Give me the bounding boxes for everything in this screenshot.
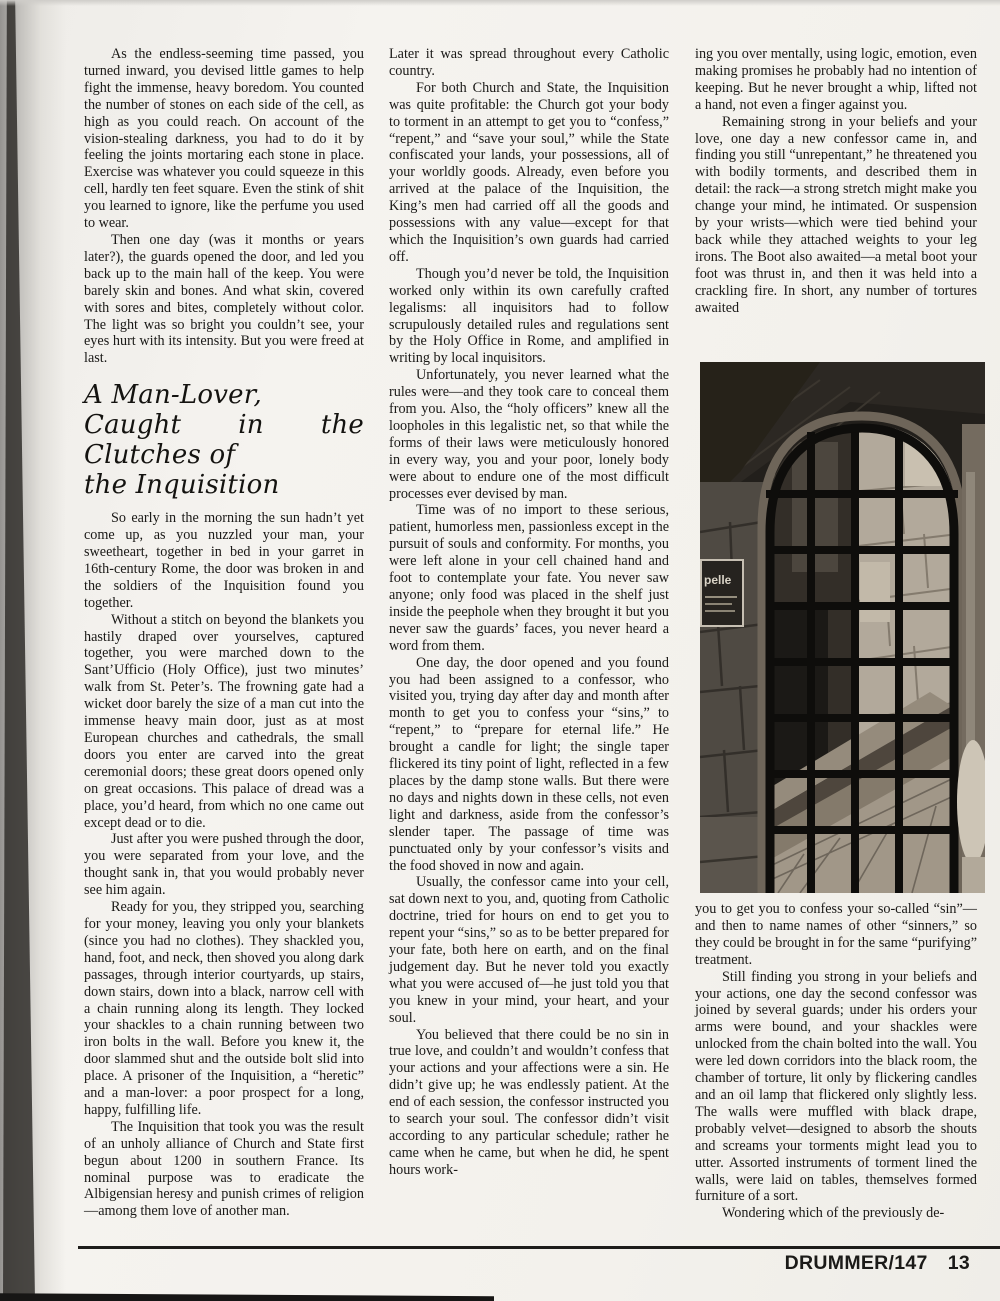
column-2 xyxy=(389,46,669,1179)
column-3-upper xyxy=(695,46,977,317)
paragraph: Later it was spread throughout every Catholic country. xyxy=(389,46,669,79)
plaque xyxy=(701,560,743,626)
dungeon-gate-photo xyxy=(700,362,985,893)
paragraph: Still finding you strong in your beliefs and your actions, one day the second confessor was joined by several guards; under his orders your arms were bound, and your shackles were unlocked from the chain bolted into the wall. You were led down corridors into the black room, the chamber of torture, lit only by flickering candles and an oil lamp that flickered only slightly less. The walls were muffled with black drape, probably velvet—designed to absorb the shouts and screams your torments might lead you to utter. Assorted instruments of torment lined the walls, were laid on tables, themselves formed furniture of a sort. xyxy=(695,968,977,1205)
paragraph: For both Church and State, the Inquisition was quite profitable: the Church got your body to torment in an attempt to get you to “confess,” “repent,” and “save your soul,” while the State confiscated your lands, your possessions, all of your worldly goods. Already, even before you arrived at the palace of the Inquisition, the King’s men had carried off all the goods and possessions with any value—except for that which the Inquisition’s own guards had carried off. xyxy=(389,79,669,265)
column-1 xyxy=(84,46,364,1220)
paragraph: Usually, the confessor came into your cell, sat down next to you, and, quoting from Catholic doctrine, tried for hours on end to get you to repent your “sins,” so as to be better prepared for your fate, both here on earth, and on the final judgement day. But he never told you exactly what you were accused of—he just told you that you knew in your mind, your heart, and your soul. xyxy=(389,874,669,1026)
paragraph: So early in the morning the sun hadn’t yet come up, as you nuzzled your man, your sweetheart, together in bed in your garret in 16th-century Rome, the door was broken in and the soldiers of the Inquisition found you together. xyxy=(84,510,364,611)
plaque-text: pelle xyxy=(704,573,732,587)
paragraph: The Inquisition that took you was the result of an unholy alliance of Church and State first begun about 1200 in southern France. Its nominal purpose was to eradicate the Albigensian heresy and punish crimes of religion—among them love of another man. xyxy=(84,1118,364,1220)
page-number: 13 xyxy=(947,1252,970,1274)
footer-rule xyxy=(78,1246,1000,1249)
paragraph: Unfortunately, you never learned what the rules were—and they took care to conceal them from you. Also, the “holy officers” knew all the loopholes in this legalistic net, so that while the forms of their laws were meticulously honored in every way, you and your poor, lonely body were about to endure one of the most difficult processes ever devised by man. xyxy=(389,367,669,502)
column-3-lower xyxy=(695,901,977,1222)
paragraph: Then one day (was it months or years later?), the guards opened the door, and led you back up to the main hall of the keep. You were barely skin and bones. And what skin, covered with sores and bites, completely without color. The light was so bright you couldn’t see, your eyes hurt with its intensity. But you were freed at last. xyxy=(84,231,364,367)
paragraph: Wondering which of the previously de- xyxy=(722,1205,945,1222)
paragraph: Though you’d never be told, the Inquisition worked only within its own carefully crafted legalisms: all inquisitors had to follow scrupulously detailed rules and regulations sent by the Holy Office in Rome, and amplified in writing by local inquisitors. xyxy=(389,265,669,367)
heading-line: Caught in the Clutches of xyxy=(84,410,364,471)
heading-line: the Inquisition xyxy=(84,470,280,501)
paragraph: You believed that there could be no sin in true love, and couldn’t and wouldn’t confess that your actions and your affections were a sin. He didn’t give up; he was endlessly patient. At the end of each session, the confessor instructed you to search your soul. The confessor didn’t visit according to any particular schedule; rather he came when he came, but when he did, he spent hours work- xyxy=(389,1026,669,1178)
paragraph: Remaining strong in your beliefs and your love, one day a new confessor came in, and finding you still “unrepentant,” he threatened you with bodily torments, and described them in detail: the rack—a strong stretch might make you change your mind, he intimated. Or suspension by your wrists—which were tied behind your back while they attached weights to your leg irons. The Boot also awaited—a metal boot your foot was thrust in, and then it was held into a crackling fire. In short, any number of tortures awaited xyxy=(695,113,977,316)
paragraph: Just after you were pushed through the door, you were separated from your love, and the thought sank in, that you would probably never see him again. xyxy=(84,831,364,899)
scan-top-edge xyxy=(0,0,1000,6)
page-footer xyxy=(785,1252,970,1275)
paragraph: As the endless-seeming time passed, you turned inward, you devised little games to help fight the immense, heavy boredom. You counted the number of stones on each side of the cell, as high as you could reach. On account of the vision-stealing darkness, you had to do it by feeling the joints mortaring each stone in place. Exercise was whatever you could squeeze in this cell, hardly ten feet square. Even the stink of shit you learned to ignore, like the perfume you used to wear. xyxy=(84,46,364,232)
paragraph: you to get you to confess your so-called “sin”—and then to name names of other “sinners,” so they could be brought in for the same “purifying” treatment. xyxy=(695,901,977,968)
paragraph: Time was of no import to these serious, patient, humorless men, passionless except in the pursuit of souls and conformity. For months, you were left alone in your cell chained hand and foot to contemplate your fate. You never saw anyone; only food was placed in the shelf just inside the peephole when they brought it but you never saw the guards’ faces, you never heard a word from them. xyxy=(389,502,669,654)
paragraph: Without a stitch on beyond the blankets you hastily draped over yourselves, captured together, you were marched down to the Sant’Ufficio (Holy Office), just two minutes’ walk from St. Peter’s. The frowning gate had a wicket door barely the size of a man cut into the immense heavy main door, just as at most European churches and cathedrals, the small doors you enter are carved into the great ceremonial doors; these great doors opened only on great occasions. This palace of dread was a place, you’d heard, from which no one came out except dead or to die. xyxy=(84,611,364,831)
paragraph: One day, the door opened and you found you had been assigned to a confessor, who visited you, trying day after day and month after month to get you to confess your “sins,” to “repent,” to “prepare for eternal life.” He brought a candle for light; the single taper flickered its tiny point of light, reflected in a few places by the damp stone walls. But there were no days and nights down in these cells, not even light and darkness, aside from the confessor’s slender taper. The passage of time was punctuated only by your confessor’s visits and the food shoved in now and again. xyxy=(389,654,669,874)
paragraph: Ready for you, they stripped you, searching for your money, leaving you only your blankets (since you had no clothes). They shackled you, hand, foot, and neck, then shoved you along dark passages, through interior courtyards, up stairs, down stairs, down into a black, narrow cell with a chain running along its length. They locked your shackles to a chain running between two iron bolts in the wall. Before you knew it, the door slammed shut and the outside bolt slid into place. A prisoner of the Inquisition, a “heretic” and a man-lover: a poor prospect for a long, happy, fulfilling life. xyxy=(84,899,364,1118)
paragraph: ing you over mentally, using logic, emotion, even making promises he probably had no intention of keeping. But he never brought a whip, lifted not a hand, not even a finger against you. xyxy=(695,46,977,113)
article-heading xyxy=(84,380,364,500)
heading-line: A Man-Lover, xyxy=(84,380,262,411)
scan-bottom-edge xyxy=(0,1289,494,1301)
magazine-title: DRUMMER/147 xyxy=(784,1252,928,1274)
